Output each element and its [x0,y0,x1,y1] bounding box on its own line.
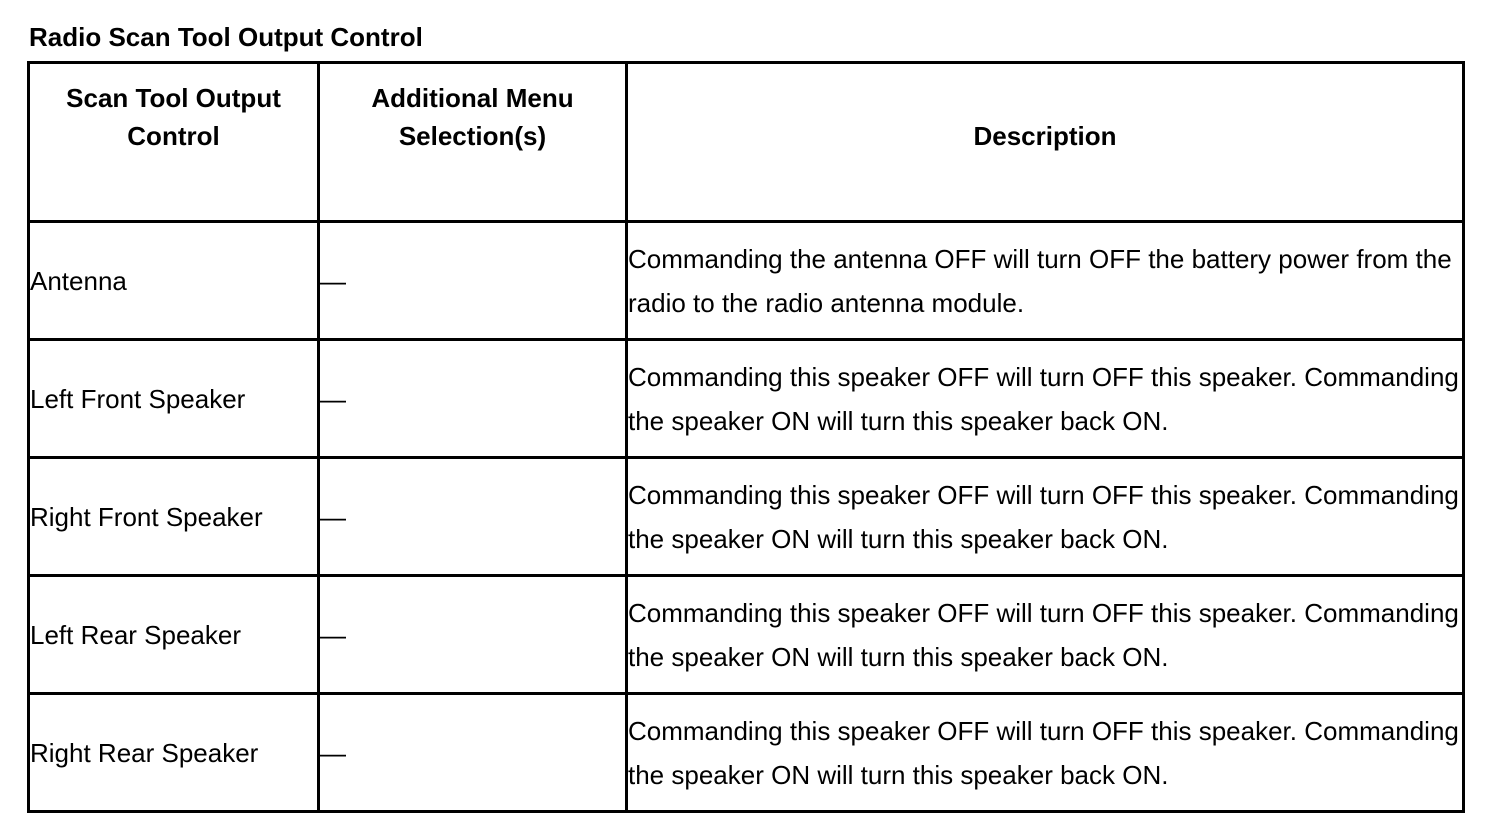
control-cell: Left Rear Speaker [29,576,319,694]
menu-cell: — [319,340,627,458]
table-body [29,222,1464,812]
control-cell: Left Front Speaker [29,340,319,458]
menu-cell: — [319,222,627,340]
menu-cell: — [319,694,627,812]
control-cell: Right Front Speaker [29,458,319,576]
table-row [29,576,1464,694]
description-cell: Commanding this speaker OFF will turn OFF this speaker. Commanding the speaker ON will turn this speaker back ON. [627,340,1464,458]
table-row [29,458,1464,576]
description-cell: Commanding this speaker OFF will turn OFF this speaker. Commanding the speaker ON will turn this speaker back ON. [627,576,1464,694]
description-cell: Commanding the antenna OFF will turn OFF the battery power from the radio to the radio antenna module. [627,222,1464,340]
output-control-table [27,61,1465,813]
control-cell: Antenna [29,222,319,340]
header-description: Description [627,63,1464,222]
header-row [29,63,1464,222]
description-cell: Commanding this speaker OFF will turn OFF this speaker. Commanding the speaker ON will turn this speaker back ON. [627,458,1464,576]
menu-cell: — [319,576,627,694]
description-cell: Commanding this speaker OFF will turn OFF this speaker. Commanding the speaker ON will turn this speaker back ON. [627,694,1464,812]
document-title: Radio Scan Tool Output Control [29,22,423,52]
header-menu: Additional Menu Selection(s) [319,63,627,222]
table-row [29,222,1464,340]
header-control: Scan Tool Output Control [29,63,319,222]
menu-cell: — [319,458,627,576]
table-header [29,63,1464,222]
table-row [29,694,1464,812]
table-row [29,340,1464,458]
control-cell: Right Rear Speaker [29,694,319,812]
